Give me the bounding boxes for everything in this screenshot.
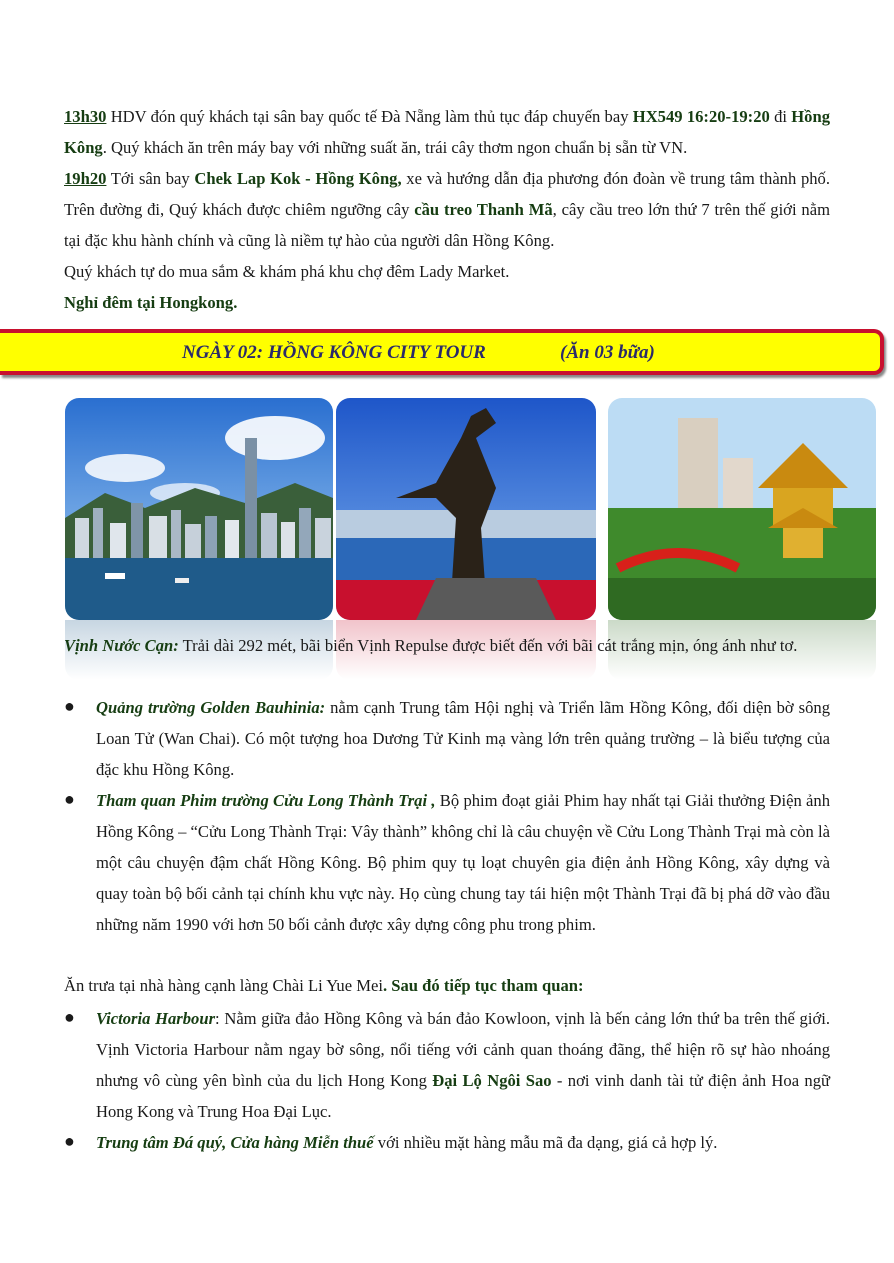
bullet-icon: ● — [64, 789, 75, 809]
day-banner — [0, 329, 884, 375]
bullet-golden-bauhinia: Quảng trường Golden Bauhinia: nằm cạnh Trung tâm Hội nghị và Triển lãm Hồng Kông, đối diện bờ sông Loan Tử (Wan Chai). Có một tượng hoa Dương Tử Kinh mạ vàng lớn trên quảng trường – là biểu tượng của đặc khu Hồng Kông. — [96, 698, 831, 779]
repulse-bay-paragraph: Vịnh Nước Cạn: Trải dài 292 mét, bãi biển Vịnh Repulse được biết đến với bãi cát trắng mịn, óng ánh như tơ. — [64, 636, 798, 655]
bullet-duty-free: Trung tâm Đá quý, Cửa hàng Miễn thuế với nhiều mặt hàng mẫu mã đa dạng, giá cả hợp lý. — [96, 1133, 718, 1152]
day-title: NGÀY 02: HỒNG KÔNG CITY TOUR — [182, 342, 486, 363]
hong-kong-skyline-photo — [65, 398, 333, 620]
chi-lin-pavilion-photo — [608, 398, 876, 620]
bullet-icon: ● — [64, 1007, 75, 1027]
bullet-icon: ● — [64, 696, 75, 716]
flight-paragraph: 13h30 HDV đón quý khách tại sân bay quốc tế Đà Nẵng làm thủ tục đáp chuyến bay HX549 16:20-19:20 đi Hồng Kông. Quý khách ăn trên máy bay với những suất ăn, trái cây thơm ngon chuẩn bị sẵn từ VN. 19h20 Tới sân bay Chek Lap Kok - Hồng Kông, xe và hướng dẫn địa phương đón đoàn về trung tâm thành phố. Trên đường đi, Quý khách được chiêm ngưỡng cây cầu treo Thanh Mã, cây cầu treo lớn thứ 7 trên thế giới nằm tại đặc khu hành chính và cũng là niềm tự hào của người dân Hồng Kông. Quý khách tự do mua sắm & khám phá khu chợ đêm Lady Market. Nghỉ đêm tại Hongkong. — [64, 107, 830, 312]
meal-count: (Ăn 03 bữa) — [560, 342, 655, 363]
bullet-icon: ● — [64, 1131, 75, 1151]
lunch-paragraph: Ăn trưa tại nhà hàng cạnh làng Chài Li Yue Mei. Sau đó tiếp tục tham quan: — [64, 976, 584, 995]
bullet-victoria-harbour: Victoria Harbour: Nằm giữa đảo Hồng Kông và bán đảo Kowloon, vịnh là bến cảng lớn thứ ba trên thế giới. Vịnh Victoria Harbour nằm ngay bờ sông, nổi tiếng với cảnh quan thoáng đãng, thể hiện rõ sự hào nhoáng nhưng vô cùng yên bình của du lịch Hong Kong Đại Lộ Ngôi Sao - nơi vinh danh tài tử điện ảnh Hoa ngữ Hong Kong và Trung Hoa Đại Lục. — [96, 1009, 830, 1121]
bullet-kowloon-walled-city: Tham quan Phim trường Cửu Long Thành Trại , Bộ phim đoạt giải Phim hay nhất tại Giải thưởng Điện ảnh Hồng Kông – “Cửu Long Thành Trại: Vây thành” không chỉ là câu chuyện về Cửu Long Thành Trại mà còn là một câu chuyện đậm chất Hồng Kông. Bộ phim quy tụ loạt chuyên gia điện ảnh Hồng Kông, xây dựng và quay toàn bộ bối cảnh tại chính khu vực này. Họ cùng chung tay tái hiện một Thành Trại đã bị phá dỡ vào đầu những năm 1990 với hơn 50 bối cảnh được xây dựng công phu trong phim. — [96, 791, 831, 934]
bruce-lee-statue-photo — [336, 398, 596, 620]
